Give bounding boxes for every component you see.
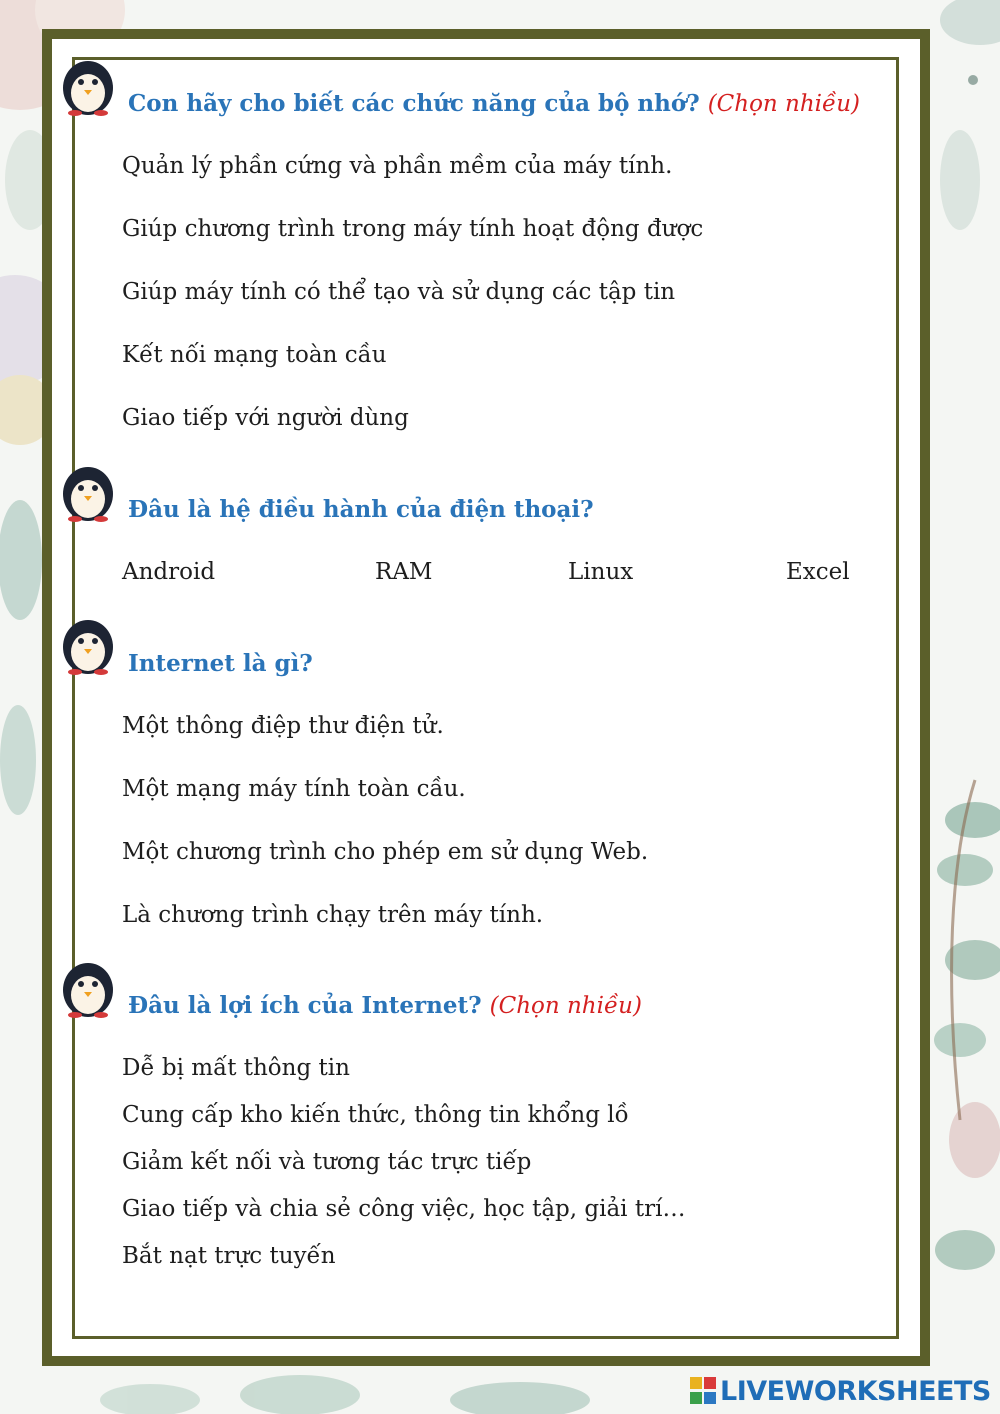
- option-3-3[interactable]: Một chương trình cho phép em sử dụng Web.: [122, 839, 649, 865]
- question-3-title: [128, 650, 313, 677]
- inner-frame: [72, 57, 899, 1339]
- penguin-icon: [61, 464, 115, 524]
- question-1-hint: (Chọn nhiều): [707, 91, 860, 117]
- option-1-1[interactable]: Quản lý phần cứng và phần mềm của máy tính.: [122, 153, 673, 179]
- option-4-4[interactable]: Giao tiếp và chia sẻ công việc, học tập, giải trí…: [122, 1196, 686, 1222]
- penguin-icon: [61, 617, 115, 677]
- option-4-5[interactable]: Bắt nạt trực tuyến: [122, 1243, 336, 1269]
- option-1-4[interactable]: Kết nối mạng toàn cầu: [122, 342, 387, 368]
- option-2-2[interactable]: RAM: [375, 559, 433, 585]
- question-4-text: Đâu là lợi ích của Internet?: [128, 992, 482, 1019]
- question-2-text: Đâu là hệ điều hành của điện thoại?: [128, 496, 594, 523]
- option-4-1[interactable]: Dễ bị mất thông tin: [122, 1055, 350, 1081]
- question-4-hint: (Chọn nhiều): [489, 993, 642, 1019]
- liveworksheets-logo[interactable]: [690, 1374, 991, 1408]
- logo-text: LIVEWORKSHEETS: [720, 1375, 991, 1407]
- option-3-4[interactable]: Là chương trình chạy trên máy tính.: [122, 902, 544, 928]
- option-3-1[interactable]: Một thông điệp thư điện tử.: [122, 713, 444, 739]
- question-1-text: Con hãy cho biết các chức năng của bộ nhớ?: [128, 90, 700, 117]
- penguin-icon: [61, 960, 115, 1020]
- option-2-4[interactable]: Excel: [786, 559, 850, 585]
- option-1-3[interactable]: Giúp máy tính có thể tạo và sử dụng các tập tin: [122, 279, 676, 305]
- question-4-title: [128, 992, 642, 1019]
- option-4-2[interactable]: Cung cấp kho kiến thức, thông tin khổng lồ: [122, 1102, 629, 1128]
- option-4-3[interactable]: Giảm kết nối và tương tác trực tiếp: [122, 1149, 532, 1175]
- liveworksheets-logo-icon: [690, 1377, 716, 1405]
- question-2-title: [128, 496, 594, 523]
- question-3-text: Internet là gì?: [128, 650, 313, 677]
- option-1-2[interactable]: Giúp chương trình trong máy tính hoạt động được: [122, 216, 704, 242]
- option-3-2[interactable]: Một mạng máy tính toàn cầu.: [122, 776, 466, 802]
- penguin-icon: [61, 58, 115, 118]
- option-2-1[interactable]: Android: [122, 559, 216, 585]
- question-1-title: [128, 90, 860, 117]
- option-2-3[interactable]: Linux: [568, 559, 634, 585]
- option-1-5[interactable]: Giao tiếp với người dùng: [122, 405, 409, 431]
